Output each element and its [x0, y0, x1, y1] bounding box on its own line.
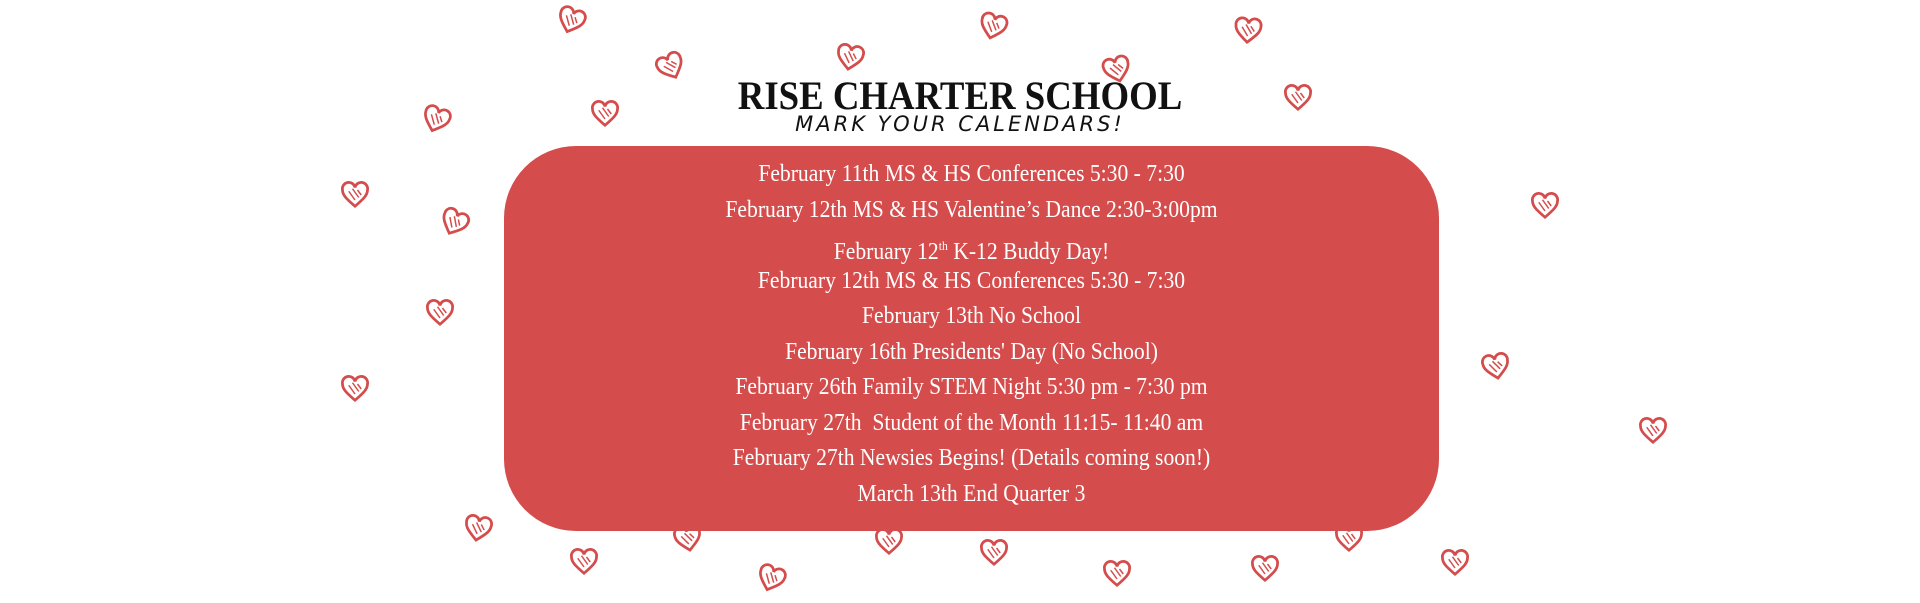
event-text: K-12 Buddy Day! [947, 239, 1110, 265]
heart-icon [1530, 191, 1560, 221]
event-item: February 11th MS & HS Conferences 5:30 - 7:30 [758, 161, 1185, 187]
heart-icon [874, 527, 904, 557]
heart-icon [552, 2, 590, 40]
page-subtitle: MARK YOUR CALENDARS! [795, 112, 1125, 136]
events-card [504, 146, 1439, 531]
heart-icon [1479, 350, 1514, 385]
heart-icon [461, 512, 496, 547]
heart-icon [1250, 554, 1280, 584]
event-item: February 12th MS & HS Conferences 5:30 - 7:30 [757, 267, 1186, 294]
ordinal-suffix: th [938, 238, 948, 253]
event-item: March 13th End Quarter 3 [857, 480, 1086, 507]
heart-icon [340, 374, 370, 404]
event-item: February 16th Presidents' Day (No School) [785, 338, 1158, 365]
heart-icon [340, 180, 370, 210]
heart-icon [975, 9, 1012, 46]
heart-icon [569, 547, 599, 577]
heart-icon [1232, 15, 1265, 48]
event-item: February 26th Family STEM Night 5:30 pm - 7:30 pm [735, 374, 1208, 400]
heart-icon [979, 538, 1009, 568]
heart-icon [833, 41, 868, 76]
heart-icon [1638, 416, 1668, 446]
event-item [551, 228, 1393, 264]
events-list [504, 157, 1439, 512]
heart-icon [1102, 559, 1132, 589]
event-item: February 27th Newsies Begins! (Details coming soon!) [732, 445, 1211, 471]
event-text: February 12 [833, 239, 939, 265]
event-item: February 13th No School [862, 303, 1081, 329]
school-title: RISE CHARTER SCHOOL [737, 73, 1183, 118]
heart-icon [434, 203, 474, 243]
heart-icon [425, 298, 455, 328]
event-item: February 27th Student of the Month 11:15- 11:40 am [739, 409, 1204, 436]
heart-icon [752, 560, 790, 598]
heart-icon [1440, 548, 1470, 578]
event-item: February 12th MS & HS Valentine’s Dance 2:30-3:00pm [725, 196, 1218, 223]
